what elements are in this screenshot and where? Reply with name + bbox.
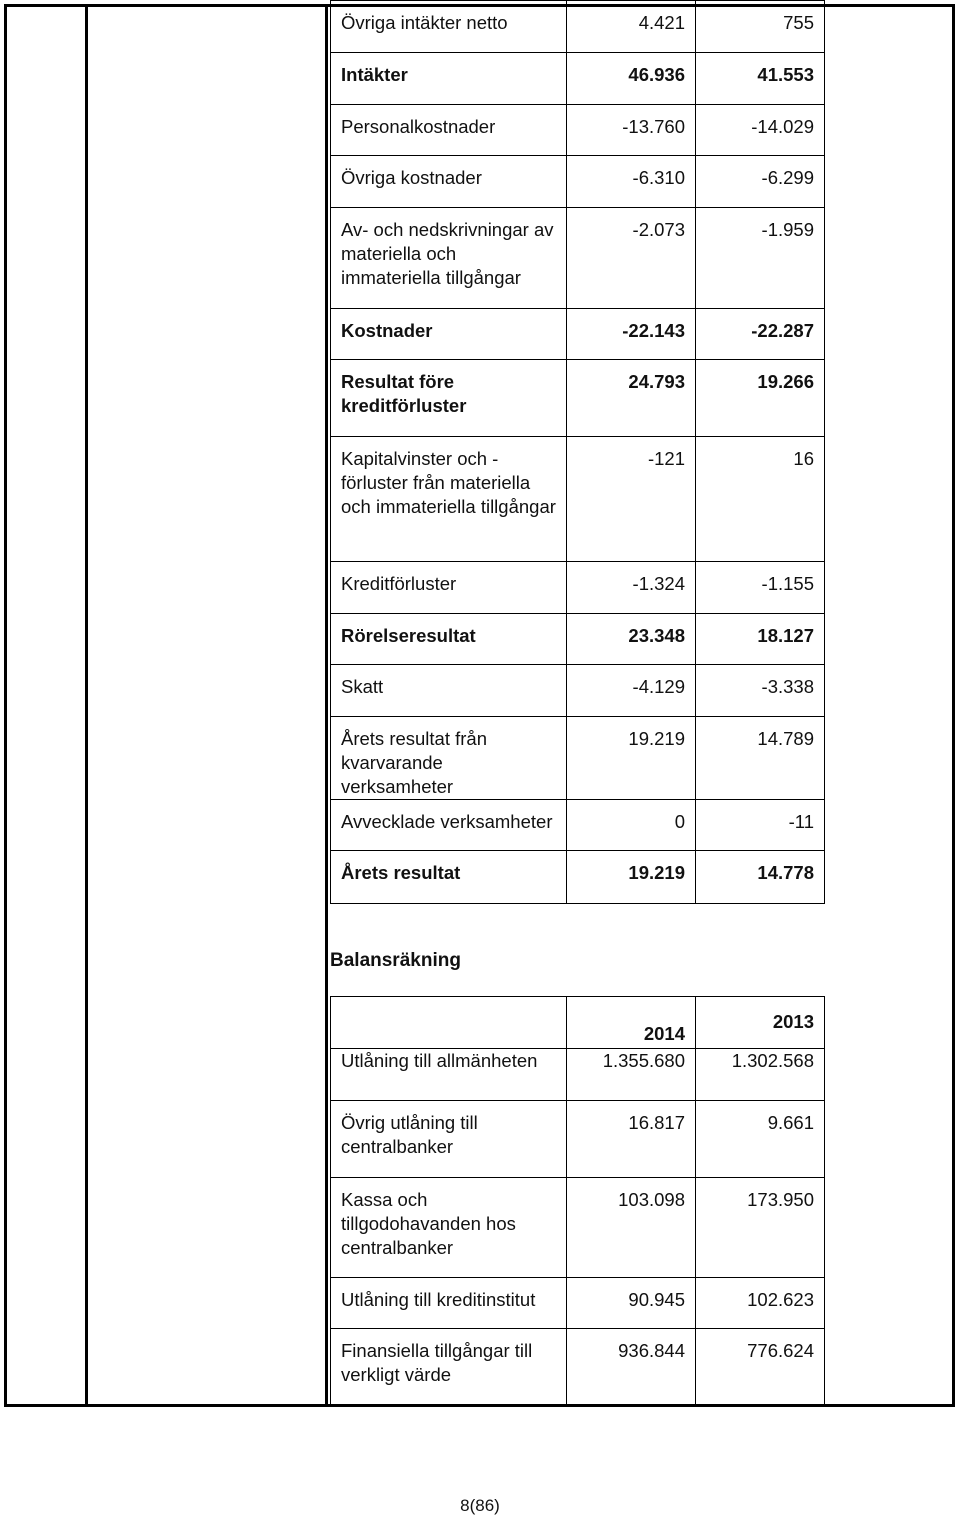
year-2013-header: 2013 [696, 997, 825, 1049]
value-2013: -6.299 [696, 156, 825, 208]
value-2014: -6.310 [567, 156, 696, 208]
value-2014: 19.219 [567, 717, 696, 800]
row-label: Övriga intäkter netto [331, 1, 567, 53]
balance-sheet-table [330, 996, 825, 1405]
row-label: Av- och nedskrivningar av materiella och immateriella tillgångar [331, 208, 567, 309]
income-row [331, 562, 825, 614]
value-2013: 755 [696, 1, 825, 53]
row-label: Kreditförluster [331, 562, 567, 614]
row-label: Finansiella tillgångar till verkligt värde [331, 1329, 567, 1405]
row-label: Övriga kostnader [331, 156, 567, 208]
income-row [331, 614, 825, 665]
row-label: Personalkostnader [331, 105, 567, 156]
value-2013: -14.029 [696, 105, 825, 156]
margin-line-left [85, 7, 88, 1404]
row-label: Intäkter [331, 53, 567, 105]
value-2013: 1.302.568 [696, 1049, 825, 1101]
value-2013: 102.623 [696, 1278, 825, 1329]
income-row [331, 105, 825, 156]
income-row [331, 309, 825, 360]
balance-header-row [331, 997, 825, 1049]
income-row [331, 1, 825, 53]
income-row [331, 53, 825, 105]
balance-row [331, 1278, 825, 1329]
row-label: Skatt [331, 665, 567, 717]
value-2014: 24.793 [567, 360, 696, 437]
row-label: Utlåning till kreditinstitut [331, 1278, 567, 1329]
page-number: 8(86) [460, 1496, 500, 1515]
value-2014: -22.143 [567, 309, 696, 360]
value-2013: -1.959 [696, 208, 825, 309]
value-2013: -3.338 [696, 665, 825, 717]
value-2013: -11 [696, 800, 825, 851]
row-label: Kapitalvinster och - förluster från materiella och immateriella tillgångar [331, 437, 567, 562]
header-empty-cell [331, 997, 567, 1049]
row-label: Årets resultat [331, 851, 567, 904]
balance-row [331, 1049, 825, 1101]
value-2014: 23.348 [567, 614, 696, 665]
value-2014: -1.324 [567, 562, 696, 614]
value-2014: 0 [567, 800, 696, 851]
income-row [331, 717, 825, 800]
year-2014-header: 2014 [567, 997, 696, 1049]
value-2013: 19.266 [696, 360, 825, 437]
value-2014: -4.129 [567, 665, 696, 717]
value-2014: 4.421 [567, 1, 696, 53]
row-label: Övrig utlåning till centralbanker [331, 1101, 567, 1178]
row-label: Årets resultat från kvarvarande verksamheter [331, 717, 567, 800]
balance-row [331, 1101, 825, 1178]
value-2014: 19.219 [567, 851, 696, 904]
value-2014: 1.355.680 [567, 1049, 696, 1101]
row-label: Utlåning till allmänheten [331, 1049, 567, 1101]
value-2014: -13.760 [567, 105, 696, 156]
value-2013: 14.789 [696, 717, 825, 800]
income-row [331, 665, 825, 717]
value-2013: 16 [696, 437, 825, 562]
balance-row [331, 1178, 825, 1278]
value-2013: 9.661 [696, 1101, 825, 1178]
income-row [331, 208, 825, 309]
income-row [331, 437, 825, 562]
value-2013: 776.624 [696, 1329, 825, 1405]
row-label: Rörelseresultat [331, 614, 567, 665]
income-row [331, 851, 825, 904]
value-2014: -121 [567, 437, 696, 562]
row-label: Resultat före kreditförluster [331, 360, 567, 437]
value-2014: 936.844 [567, 1329, 696, 1405]
row-label: Kassa och tillgodohavanden hos centralbanker [331, 1178, 567, 1278]
row-label: Kostnader [331, 309, 567, 360]
balance-row [331, 1329, 825, 1405]
value-2014: 16.817 [567, 1101, 696, 1178]
income-statement-table [330, 0, 825, 904]
income-row [331, 360, 825, 437]
value-2014: 103.098 [567, 1178, 696, 1278]
value-2014: 46.936 [567, 53, 696, 105]
value-2014: 90.945 [567, 1278, 696, 1329]
row-label: Avvecklade verksamheter [331, 800, 567, 851]
income-row [331, 156, 825, 208]
income-row [331, 800, 825, 851]
value-2013: 18.127 [696, 614, 825, 665]
value-2013: 173.950 [696, 1178, 825, 1278]
value-2013: 14.778 [696, 851, 825, 904]
margin-line-right [325, 7, 328, 1404]
value-2013: 41.553 [696, 53, 825, 105]
value-2013: -1.155 [696, 562, 825, 614]
balance-sheet-title: Balansräkning [330, 950, 461, 971]
value-2014: -2.073 [567, 208, 696, 309]
value-2013: -22.287 [696, 309, 825, 360]
